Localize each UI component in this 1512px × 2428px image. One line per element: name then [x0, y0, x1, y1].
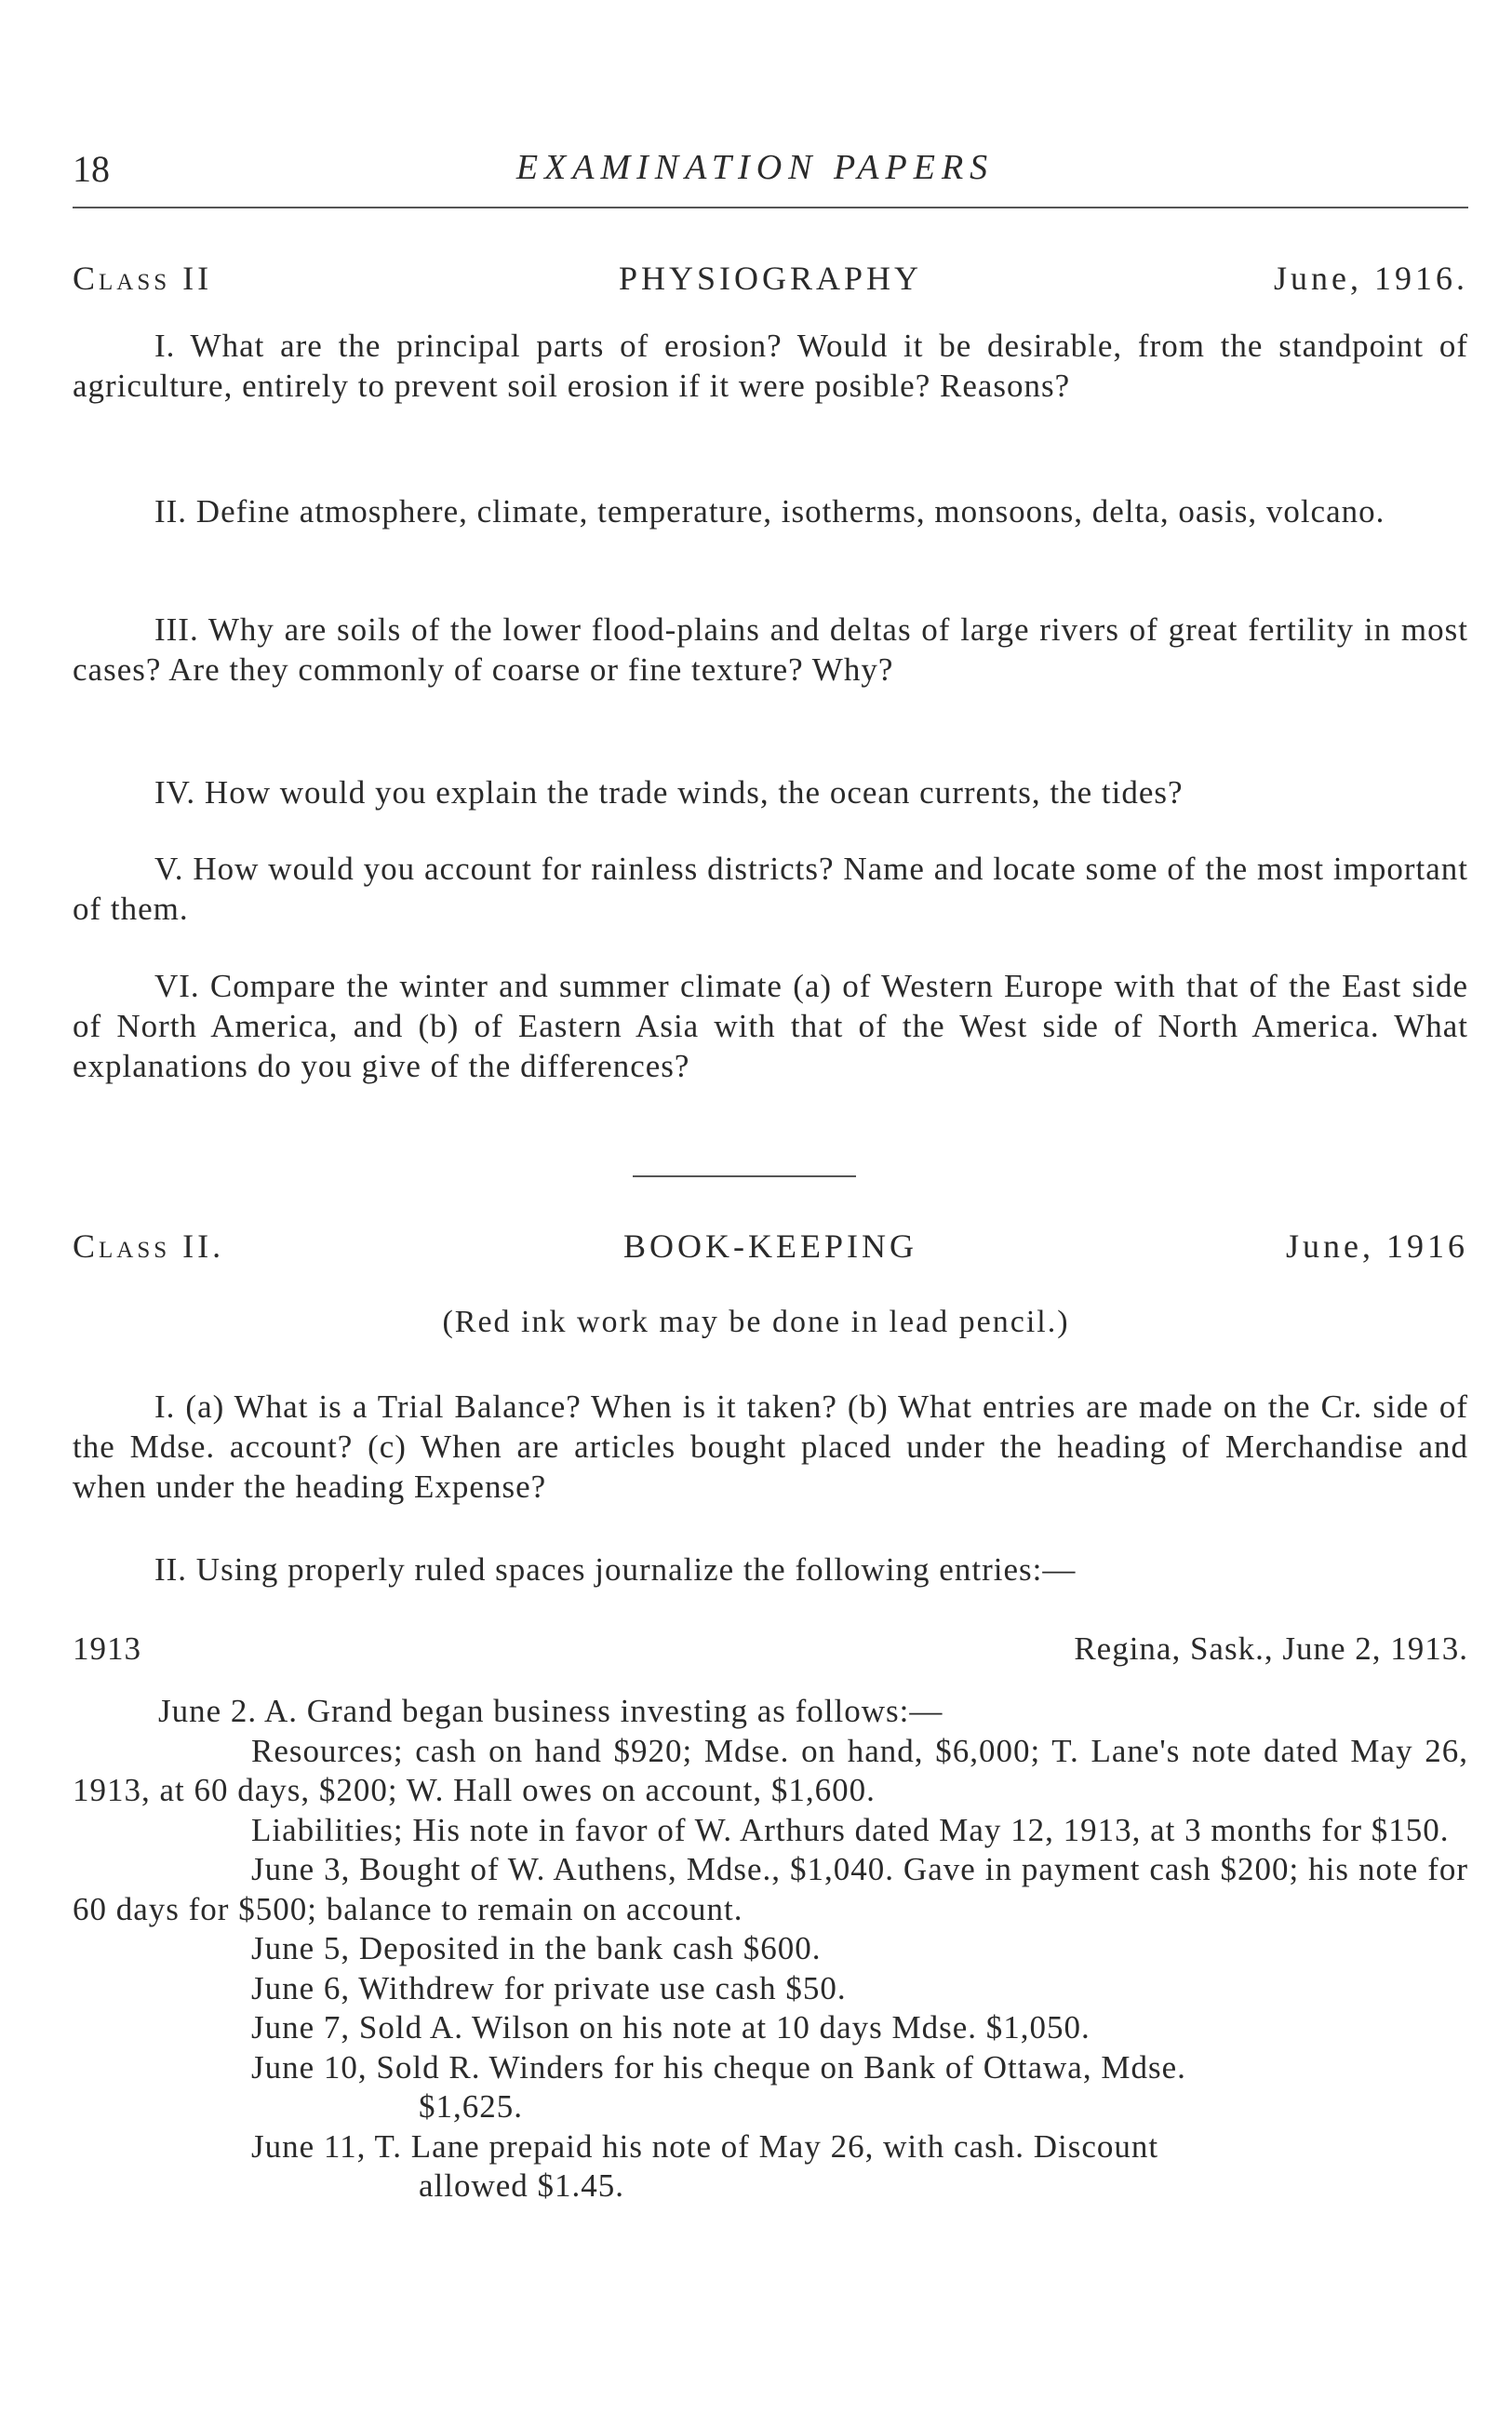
- question: I. What are the principal parts of erosion? Would it be desirable, from the standpoint of agriculture, entirely to prevent soil erosion if it were posible? Reasons?: [73, 328, 1468, 404]
- journal-entries: [73, 1692, 1468, 2207]
- subject-title: PHYSIOGRAPHY: [618, 260, 923, 297]
- running-title: EXAMINATION PAPERS: [515, 148, 995, 187]
- question: II. Define atmosphere, climate, temperature, isotherms, monsoons, delta, oasis, volcano.: [154, 493, 1385, 530]
- journal-entry: [73, 2048, 1468, 2127]
- journal-entry: Liabilities; His note in favor of W. Arthurs dated May 12, 1913, at 3 months for $150.: [251, 1811, 1450, 1848]
- subject-title: BOOK-KEEPING: [623, 1227, 917, 1265]
- question: V. How would you account for rainless districts? Name and locate some of the most important of them.: [73, 851, 1468, 927]
- question: VI. Compare the winter and summer climate (a) of Western Europe with that of the East side of North America, and (b) of Eastern Asia with that of the West side of North America. What explanations do you give of the differences?: [73, 968, 1468, 1084]
- class-label: Class II: [73, 260, 213, 297]
- journal-entry: June 7, Sold A. Wilson on his note at 10 days Mdse. $1,050.: [251, 2009, 1091, 2046]
- journal-entry: June 6, Withdrew for private use cash $50.: [251, 1969, 847, 2006]
- class-label: Class II.: [73, 1227, 225, 1265]
- instruction-note: (Red ink work may be done in lead pencil.): [442, 1305, 1070, 1339]
- journal-entry-text: June 10, Sold R. Winders for his cheque on Bank of Ottawa, Mdse.: [251, 2048, 1186, 2086]
- physiography-header: [73, 259, 1468, 305]
- journal-entry: June 2. A. Grand began business investing as follows:—: [158, 1693, 943, 1729]
- journal-place-date: Regina, Sask., June 2, 1913.: [1074, 1630, 1468, 1667]
- journal-entry-text: June 11, T. Lane prepaid his note of May 26, with cash. Discount: [251, 2127, 1159, 2165]
- bookkeeping-header: [73, 1227, 1468, 1273]
- exam-date: June, 1916.: [1274, 260, 1468, 297]
- journal-entry: [73, 2127, 1468, 2207]
- question: I. (a) What is a Trial Balance? When is it taken? (b) What entries are made on the Cr. side of the Mdse. account? (c) When are articles bought placed under the heading of Merchandise and when under the heading Expense?: [73, 1388, 1468, 1505]
- section-divider: [633, 1175, 856, 1177]
- journal-year: 1913: [73, 1630, 141, 1667]
- question: III. Why are soils of the lower flood-plains and deltas of large rivers of great fertility in most cases? Are they commonly of coarse or fine texture? Why?: [73, 611, 1468, 688]
- journal-entry: June 3, Bought of W. Authens, Mdse., $1,040. Gave in payment cash $200; his note for 60 days for $500; balance to remain on account.: [73, 1851, 1468, 1927]
- question: IV. How would you explain the trade winds, the ocean currents, the tides?: [154, 774, 1184, 811]
- exam-date: June, 1916: [1286, 1227, 1468, 1265]
- journal-entry-amount: allowed $1.45.: [419, 2167, 625, 2204]
- journal-entry: June 5, Deposited in the bank cash $600.: [251, 1930, 822, 1966]
- journal-entry: Resources; cash on hand $920; Mdse. on hand, $6,000; T. Lane's note dated May 26, 1913, at 60 days, $200; W. Hall owes on account, $1,600.: [73, 1732, 1468, 1808]
- running-head: [73, 147, 1512, 194]
- header-rule: [73, 207, 1468, 208]
- question: II. Using properly ruled spaces journalize the following entries:—: [154, 1551, 1077, 1588]
- journal-entry-amount: $1,625.: [419, 2088, 523, 2125]
- page-number: 18: [73, 148, 110, 190]
